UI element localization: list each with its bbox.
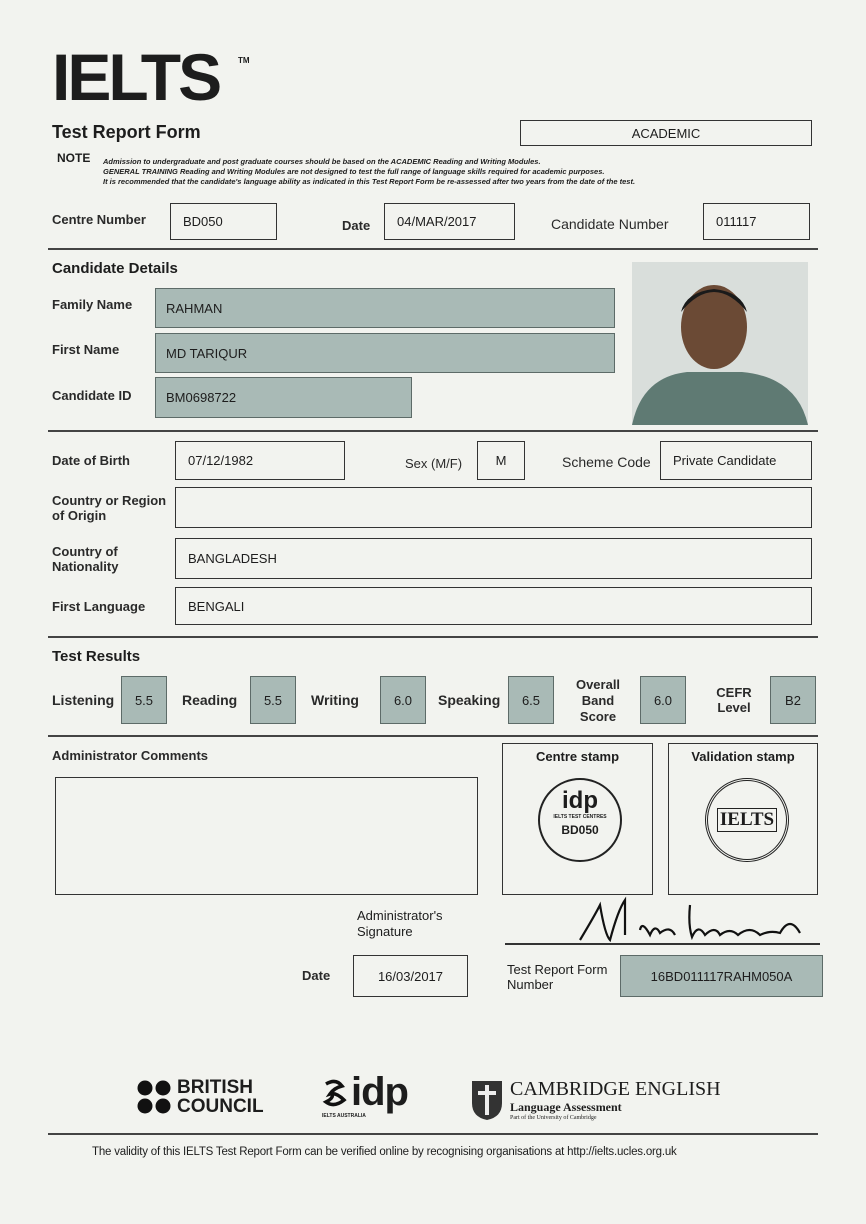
speaking-score: 6.5 [508, 676, 554, 724]
admin-comments [55, 777, 478, 895]
family-name: RAHMAN [155, 288, 615, 328]
centre-stamp-label: Centre stamp [535, 749, 620, 764]
divider [48, 735, 818, 737]
trf-number-label: Test Report Form Number [507, 962, 608, 992]
reading-label: Reading [182, 692, 238, 708]
form-title: Test Report Form [52, 122, 201, 142]
date-of-birth: 07/12/1982 [175, 441, 345, 480]
note-line: It is recommended that the candidate's language ability as indicated in this Test Report Form be re-assessed after two years from the date of the test. [103, 177, 636, 186]
first-name-label: First Name [52, 342, 120, 357]
idp-swirl-icon [322, 1078, 348, 1108]
cambridge-logo [470, 1079, 721, 1122]
module-box: ACADEMIC [520, 120, 812, 146]
signature [570, 895, 820, 950]
nationality: BANGLADESH [175, 538, 812, 579]
candidate-details-heading: Candidate Details [52, 260, 178, 277]
note-line: Admission to undergraduate and post graduate courses should be based on the ACADEMIC Reading and Writing Modules. [103, 157, 541, 166]
validation-stamp-label: Validation stamp [691, 749, 795, 764]
listening-score: 5.5 [121, 676, 167, 724]
validation-stamp-box [668, 743, 818, 895]
first-name: MD TARIQUR [155, 333, 615, 373]
sex: M [477, 441, 525, 480]
signature-line [505, 943, 820, 945]
nationality-label: Country of Nationality [52, 544, 119, 574]
family-name-label: Family Name [52, 297, 133, 312]
cefr-level: B2 [770, 676, 816, 724]
stamp-text: IELTS [717, 808, 777, 832]
test-results-heading: Test Results [52, 648, 141, 665]
idp-logo [322, 1072, 408, 1120]
validity-note: The validity of this IELTS Test Report Form can be verified online by recognising organisations at http://ielts.ucles.org.uk [92, 1146, 677, 1158]
divider [48, 248, 818, 250]
bc-line: BRITISH [177, 1077, 253, 1098]
writing-score: 6.0 [380, 676, 426, 724]
overall-score: 6.0 [640, 676, 686, 724]
first-language: BENGALI [175, 587, 812, 625]
candidate-number-label: Candidate Number [551, 216, 669, 232]
idp-sub: IELTS AUSTRALIA [322, 1113, 366, 1119]
speaking-label: Speaking [438, 692, 501, 708]
idp-text: idp [351, 1070, 408, 1114]
note-label: NOTE [57, 151, 91, 165]
note-text [103, 157, 843, 187]
trademark: TM [238, 56, 250, 65]
stamp-code: BD050 [561, 823, 599, 837]
ielts-stamp [705, 778, 789, 862]
cambridge-shield-icon [470, 1079, 504, 1121]
sex-label: Sex (M/F) [405, 456, 463, 471]
divider [48, 1133, 818, 1135]
person-photo-icon [632, 262, 808, 425]
idp-stamp [538, 778, 622, 862]
overall-label: Overall Band Score [575, 677, 621, 724]
trf-number: 16BD011117RAHM050A [620, 955, 823, 997]
listening-label: Listening [52, 692, 115, 708]
scheme-code: Private Candidate [660, 441, 812, 480]
origin-label: Country or Region of Origin [52, 493, 167, 523]
dob-label: Date of Birth [52, 453, 130, 468]
british-council-dots-icon [137, 1079, 173, 1115]
cam-line: Language Assessment [510, 1100, 622, 1114]
writing-label: Writing [311, 692, 359, 708]
divider [48, 636, 818, 638]
ielts-logo: IELTS [52, 40, 220, 114]
test-date: 04/MAR/2017 [384, 203, 515, 240]
centre-number-label: Centre Number [52, 212, 146, 227]
date-label: Date [342, 218, 371, 233]
cam-line: CAMBRIDGE ENGLISH [510, 1078, 721, 1100]
cam-line: Part of the University of Cambridge [510, 1115, 597, 1121]
centre-stamp-box [502, 743, 653, 895]
reading-score: 5.5 [250, 676, 296, 724]
cefr-label: CEFR Level [716, 685, 752, 715]
divider [48, 430, 818, 432]
signature-label: Administrator's Signature [357, 908, 443, 939]
stamp-sub: IELTS TEST CENTRES [553, 814, 607, 820]
bc-line: COUNCIL [177, 1096, 264, 1117]
candidate-photo [632, 262, 808, 425]
centre-number: BD050 [170, 203, 277, 240]
stamp-text: idp [562, 787, 598, 814]
candidate-number: 011117 [703, 203, 810, 240]
candidate-id: BM0698722 [155, 377, 412, 418]
note-line: GENERAL TRAINING Reading and Writing Modules are not designed to test the full range of language skills required for academic purposes. [103, 167, 605, 176]
admin-comments-label: Administrator Comments [52, 748, 209, 763]
first-language-label: First Language [52, 599, 146, 614]
country-of-origin [175, 487, 812, 528]
issue-date: 16/03/2017 [353, 955, 468, 997]
scheme-code-label: Scheme Code [562, 454, 651, 470]
british-council-logo [137, 1078, 264, 1116]
candidate-id-label: Candidate ID [52, 388, 132, 403]
issue-date-label: Date [302, 968, 331, 983]
